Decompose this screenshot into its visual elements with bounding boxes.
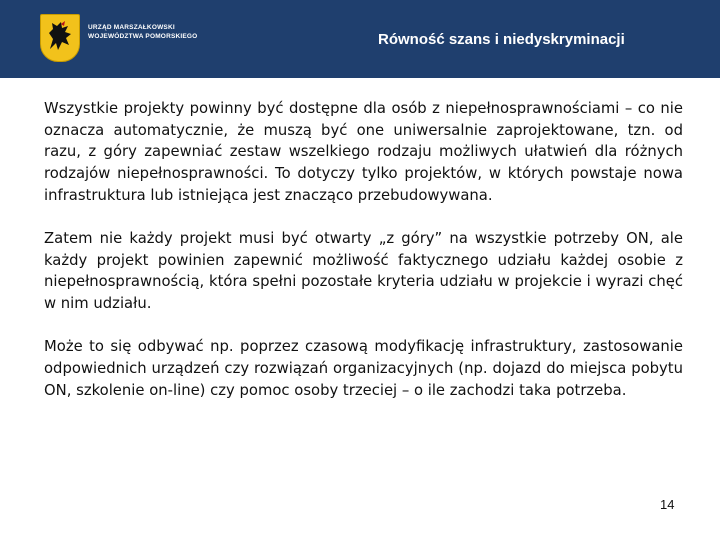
slide-header — [0, 0, 720, 78]
institution-name-line2: WOJEWÓDZTWA POMORSKIEGO — [88, 33, 198, 40]
institution-name — [88, 23, 197, 41]
slide-title: Równość szans i niedyskryminacji — [378, 31, 625, 48]
paragraph-3: Może to się odbywać np. poprzez czasową modyfikację infrastruktury, zastosowanie odpowiednich urządzeń czy rozwiązań organizacyjnych (np. dojazd do miejsca pobytu ON, szkolenie on-line) czy pomoc osoby trzeciej – o ile zachodzi taka potrzeba. — [44, 338, 683, 399]
institution-logo — [40, 14, 197, 62]
griffin-coat-of-arms-icon — [40, 14, 80, 62]
paragraph-2: Zatem nie każdy projekt musi być otwarty „z góry” na wszystkie potrzeby ON, ale każdy projekt powinien zapewnić możliwość faktycznego udziału każdej osobie z niepełnosprawnością, która spełni pozostałe kryteria udziału w projekcie i wyrazi chęć w nim udziału. — [44, 230, 683, 313]
page-number: 14 — [660, 497, 675, 512]
slide-body — [44, 98, 683, 423]
paragraph-1: Wszystkie projekty powinny być dostępne dla osób z niepełnosprawnościami – co nie oznacza automatycznie, że muszą być one uniwersalnie zaprojektowane, tzn. od razu, z góry zapewniać zestaw wszelkiego rodzaju możliwych ułatwień dla różnych rodzajów niepełnosprawności. To dotyczy tylko projektów, w których powstaje nowa infrastruktura lub istniejąca jest znacząco przebudowywana. — [44, 100, 683, 204]
institution-name-line1: URZĄD MARSZAŁKOWSKI — [88, 24, 175, 31]
